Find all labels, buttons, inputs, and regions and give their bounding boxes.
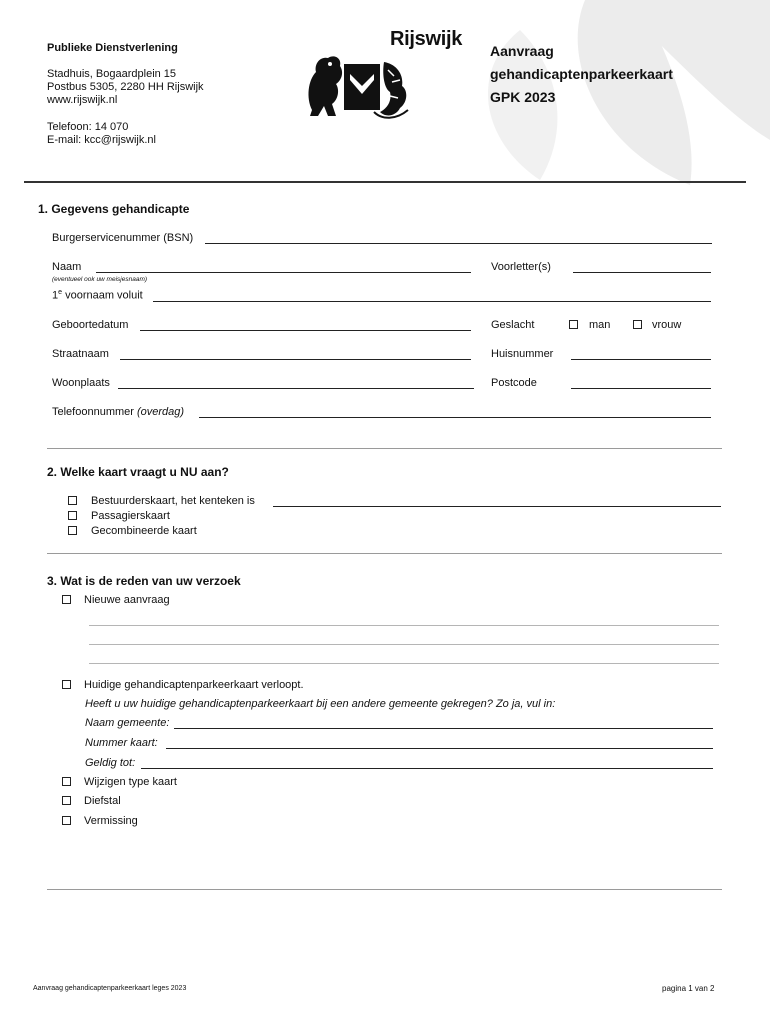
vrouw-label: vrouw <box>652 319 682 331</box>
bestuurderskaart-checkbox[interactable] <box>68 496 77 505</box>
bsn-field[interactable] <box>205 243 712 244</box>
vermissing-checkbox[interactable] <box>62 816 71 825</box>
straatnaam-label: Straatnaam <box>52 348 109 360</box>
geldig-tot-label: Geldig tot: <box>85 757 136 769</box>
header-divider <box>24 181 746 183</box>
telefoon-field[interactable] <box>199 417 711 418</box>
page-number: pagina 1 van 2 <box>662 984 715 993</box>
man-checkbox[interactable] <box>569 320 578 329</box>
footer-title: Aanvraag gehandicaptenparkeerkaart leges 2023 <box>33 985 187 992</box>
postcode-label: Postcode <box>491 377 537 389</box>
wijzigen-label: Wijzigen type kaart <box>84 776 177 788</box>
bestuurderskaart-label: Bestuurderskaart, het kenteken is <box>91 495 255 507</box>
section-1-divider <box>47 448 722 449</box>
naam-label: Naam <box>52 261 82 273</box>
reason-line-3[interactable] <box>89 663 719 664</box>
bsn-label: Burgerservicenummer (BSN) <box>52 232 194 244</box>
geboortedatum-label: Geboortedatum <box>52 319 129 331</box>
email: E-mail: kcc@rijswijk.nl <box>47 134 156 146</box>
section-2-divider <box>47 553 722 554</box>
coat-of-arms-icon <box>304 50 414 122</box>
kenteken-field[interactable] <box>273 506 721 507</box>
nummer-kaart-field[interactable] <box>166 748 713 749</box>
form-title-line-1: Aanvraag <box>490 43 554 59</box>
voorletters-label: Voorletter(s) <box>491 261 551 273</box>
section-2-heading: 2. Welke kaart vraagt u NU aan? <box>47 465 229 479</box>
wijzigen-checkbox[interactable] <box>62 777 71 786</box>
brand-wordmark: Rijswijk <box>390 28 463 50</box>
phone: Telefoon: 14 070 <box>47 121 129 133</box>
vrouw-checkbox[interactable] <box>633 320 642 329</box>
voornaam-field[interactable] <box>153 301 711 302</box>
huisnummer-label: Huisnummer <box>491 348 554 360</box>
geboortedatum-field[interactable] <box>140 330 471 331</box>
voorletters-field[interactable] <box>573 272 711 273</box>
form-title-line-3: GPK 2023 <box>490 89 556 105</box>
form-title-line-2: gehandicaptenparkeerkaart <box>490 66 673 82</box>
gecombineerde-kaart-label: Gecombineerde kaart <box>91 525 197 537</box>
diefstal-label: Diefstal <box>84 795 121 807</box>
nummer-kaart-label: Nummer kaart: <box>85 737 158 749</box>
naam-gemeente-field[interactable] <box>174 728 713 729</box>
reason-line-2[interactable] <box>89 644 719 645</box>
telefoon-label: Telefoonnummer (overdag) <box>52 406 185 418</box>
voornaam-label: 1e voornaam voluit <box>52 289 143 302</box>
passagierskaart-label: Passagierskaart <box>91 510 170 522</box>
section-1-heading: 1. Gegevens gehandicapte <box>38 202 190 216</box>
address-line-2: Postbus 5305, 2280 HH Rijswijk <box>47 81 204 93</box>
nieuwe-aanvraag-checkbox[interactable] <box>62 595 71 604</box>
straatnaam-field[interactable] <box>120 359 471 360</box>
website: www.rijswijk.nl <box>47 94 118 106</box>
other-municipality-question: Heeft u uw huidige gehandicaptenparkeerkaart bij een andere gemeente gekregen? Zo ja, vul in: <box>85 698 556 710</box>
gecombineerde-kaart-checkbox[interactable] <box>68 526 77 535</box>
vermissing-label: Vermissing <box>84 815 138 827</box>
passagierskaart-checkbox[interactable] <box>68 511 77 520</box>
diefstal-checkbox[interactable] <box>62 796 71 805</box>
geldig-tot-field[interactable] <box>141 768 713 769</box>
woonplaats-field[interactable] <box>118 388 474 389</box>
verloopt-checkbox[interactable] <box>62 680 71 689</box>
naam-gemeente-label: Naam gemeente: <box>85 717 170 729</box>
man-label: man <box>589 319 611 331</box>
section-3-divider <box>47 889 722 890</box>
postcode-field[interactable] <box>571 388 711 389</box>
org-name: Publieke Dienstverlening <box>47 42 178 54</box>
huisnummer-field[interactable] <box>571 359 711 360</box>
naam-field[interactable] <box>96 272 471 273</box>
reason-line-1[interactable] <box>89 625 719 626</box>
address-line-1: Stadhuis, Bogaardplein 15 <box>47 68 177 80</box>
section-3-heading: 3. Wat is de reden van uw verzoek <box>47 574 241 588</box>
woonplaats-label: Woonplaats <box>52 377 110 389</box>
geslacht-label: Geslacht <box>491 319 535 331</box>
verloopt-label: Huidige gehandicaptenparkeerkaart verloopt. <box>84 679 304 691</box>
naam-hint: (eventueel ook uw meisjesnaam) <box>52 276 148 283</box>
nieuwe-aanvraag-label: Nieuwe aanvraag <box>84 594 170 606</box>
